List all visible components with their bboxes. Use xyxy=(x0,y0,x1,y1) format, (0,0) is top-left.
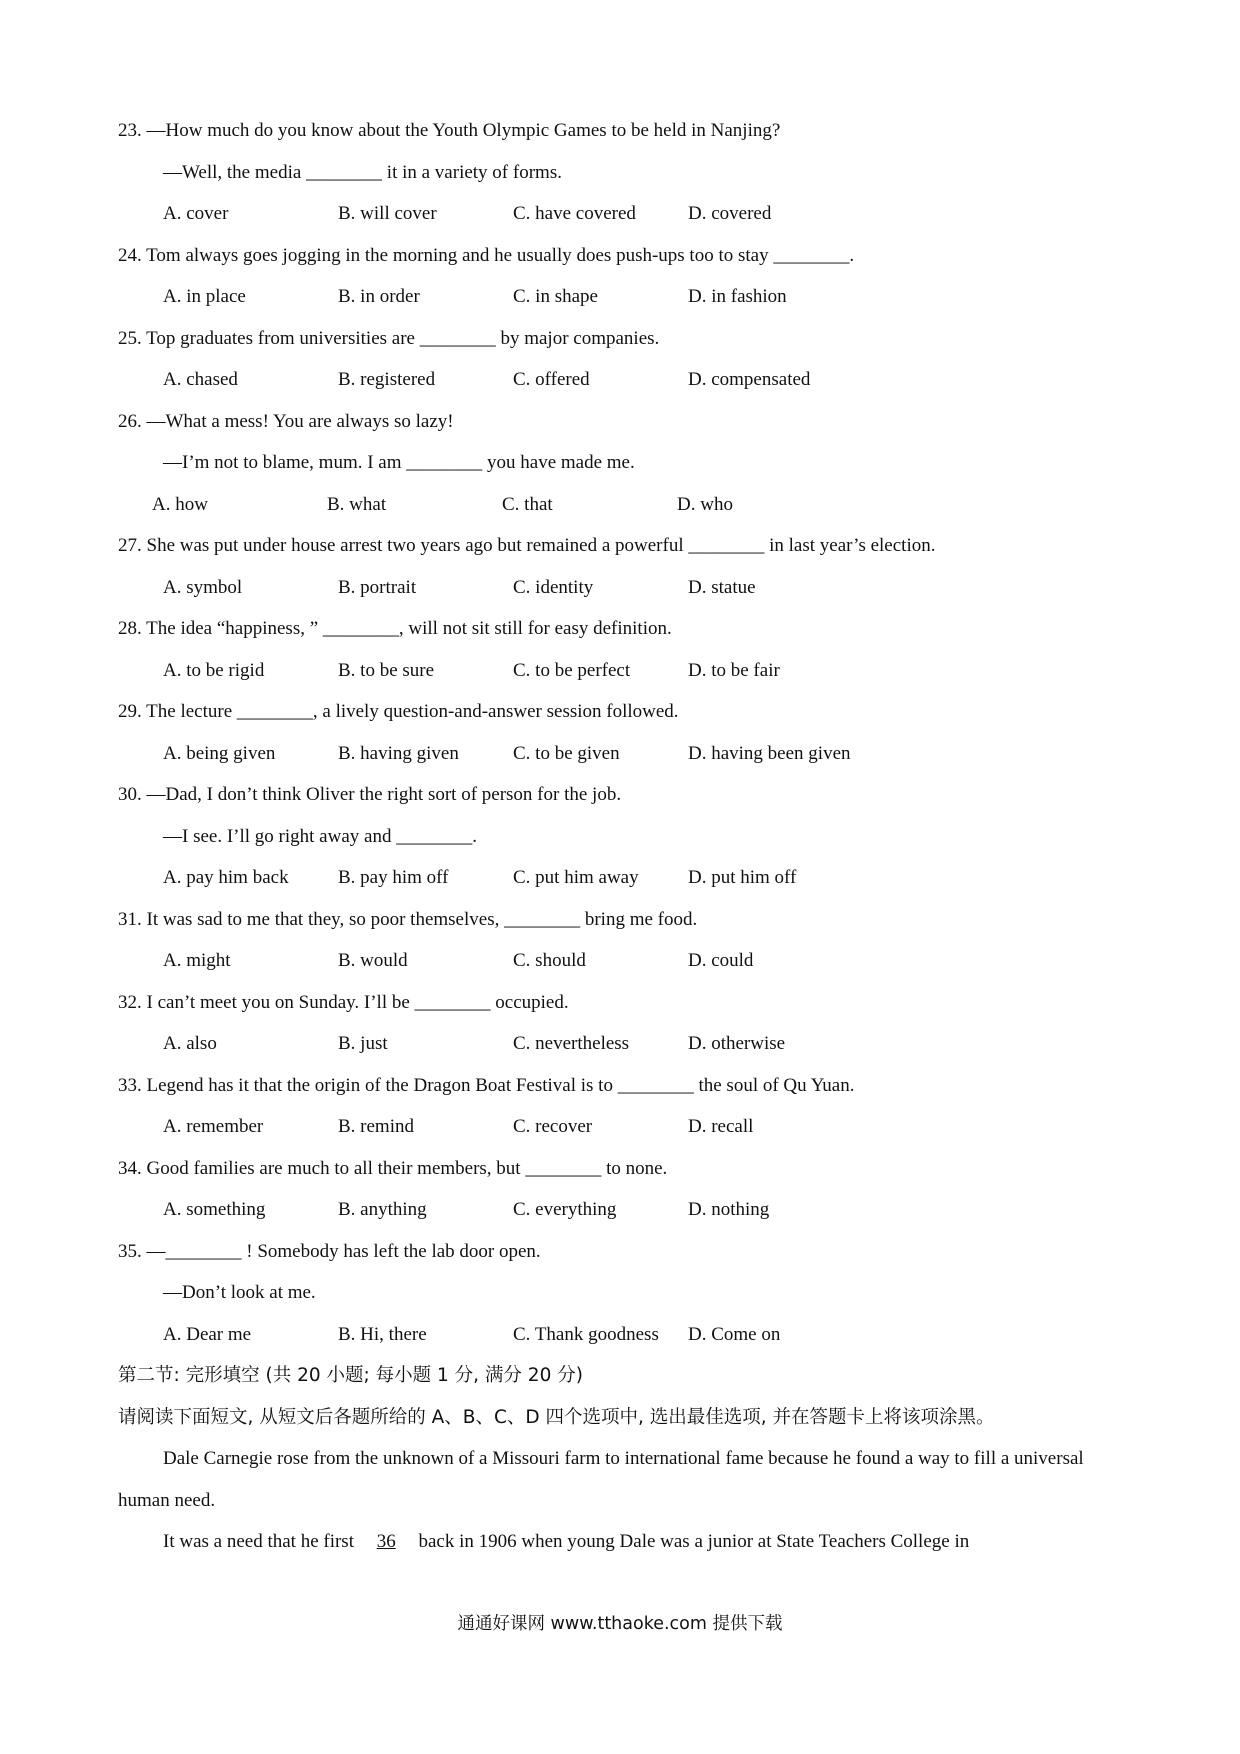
option-d: D. recall xyxy=(688,1116,754,1137)
question-stem: 31. It was sad to me that they, so poor themselves, ________ bring me food. xyxy=(118,908,698,930)
question-dialogue-line: —Don’t look at me. xyxy=(163,1282,316,1303)
option-row xyxy=(118,484,1138,526)
option-row xyxy=(118,650,1138,692)
option-c: C. recover xyxy=(513,1116,593,1137)
question-dialogue-line: —I see. I’ll go right away and ________. xyxy=(163,825,477,847)
option-row xyxy=(118,1314,1138,1356)
option-row xyxy=(118,940,1138,982)
passage-text-after-blank: back in 1906 when young Dale was a junior at State Teachers College in xyxy=(418,1531,970,1552)
option-d: D. statue xyxy=(688,576,756,598)
option-row xyxy=(118,567,1138,609)
option-c: C. to be perfect xyxy=(513,659,631,681)
option-d: D. compensated xyxy=(688,369,811,390)
option-a: A. how xyxy=(152,493,208,515)
option-a: A. pay him back xyxy=(163,867,289,888)
option-c: C. Thank goodness xyxy=(513,1323,659,1345)
option-row xyxy=(118,733,1138,775)
question-item xyxy=(118,899,1138,982)
option-c: C. that xyxy=(502,493,553,515)
option-c: C. have covered xyxy=(513,203,636,224)
option-d: D. nothing xyxy=(688,1199,770,1220)
option-b: B. would xyxy=(338,950,408,971)
option-d: D. Come on xyxy=(688,1323,781,1345)
option-row xyxy=(118,193,1138,235)
section-title: 第二节: 完形填空 (共 20 小题; 每小题 1 分, 满分 20 分) xyxy=(118,1365,583,1386)
option-b: B. pay him off xyxy=(338,867,449,888)
option-c: C. put him away xyxy=(513,867,639,888)
option-d: D. could xyxy=(688,950,754,971)
question-stem: 24. Tom always goes jogging in the morning and he usually does push-ups too to stay ________. xyxy=(118,244,855,266)
option-c: C. identity xyxy=(513,576,594,598)
option-a: A. Dear me xyxy=(163,1323,252,1345)
option-row xyxy=(118,1023,1138,1065)
question-dialogue-line: —Well, the media ________ it in a variety of forms. xyxy=(163,161,562,183)
question-item xyxy=(118,1065,1138,1148)
question-stem: 27. She was put under house arrest two years ago but remained a powerful ________ in last year’s election. xyxy=(118,535,936,556)
question-item xyxy=(118,982,1138,1065)
option-a: A. something xyxy=(163,1199,266,1220)
option-row xyxy=(118,359,1138,401)
option-b: B. what xyxy=(327,493,387,515)
option-c: C. to be given xyxy=(513,742,620,764)
option-d: D. who xyxy=(677,493,733,515)
section-instructions: 请阅读下面短文, 从短文后各题所给的 A、B、C、D 四个选项中, 选出最佳选项, 并在答题卡上将该项涂黑。 xyxy=(118,1406,995,1428)
option-b: B. registered xyxy=(338,369,436,390)
passage-paragraph-1: Dale Carnegie rose from the unknown of a Missouri farm to international fame because he found a way to fill a universal human need. xyxy=(118,1448,1084,1511)
question-stem: 29. The lecture ________, a lively question-and-answer session followed. xyxy=(118,701,679,722)
option-d: D. covered xyxy=(688,203,772,224)
question-stem: 30. —Dad, I don’t think Oliver the right sort of person for the job. xyxy=(118,784,622,805)
page-footer: 通通好课网 www.tthaoke.com 提供下载 xyxy=(457,1614,783,1634)
option-b: B. just xyxy=(338,1033,388,1054)
option-d: D. in fashion xyxy=(688,286,787,307)
option-b: B. will cover xyxy=(338,203,437,224)
option-row xyxy=(118,1189,1138,1231)
question-item xyxy=(118,1231,1138,1356)
option-a: A. might xyxy=(163,950,231,971)
option-c: C. everything xyxy=(513,1199,617,1220)
option-b: B. portrait xyxy=(338,576,417,598)
option-a: A. chased xyxy=(163,369,238,390)
option-b: B. remind xyxy=(338,1116,414,1137)
question-stem: 33. Legend has it that the origin of the Dragon Boat Festival is to ________ the soul of Qu Yuan. xyxy=(118,1074,855,1096)
question-stem: 34. Good families are much to all their members, but ________ to none. xyxy=(118,1157,668,1179)
option-a: A. in place xyxy=(163,286,246,307)
question-item xyxy=(118,608,1138,691)
question-dialogue-line: —I’m not to blame, mum. I am ________ you have made me. xyxy=(163,452,635,473)
option-c: C. in shape xyxy=(513,286,598,307)
option-row xyxy=(118,1106,1138,1148)
passage-paragraph-2 xyxy=(118,1521,1138,1563)
question-stem: 25. Top graduates from universities are ________ by major companies. xyxy=(118,327,660,349)
question-item xyxy=(118,1148,1138,1231)
option-b: B. having given xyxy=(338,742,459,764)
question-item xyxy=(118,401,1138,526)
option-c: C. nevertheless xyxy=(513,1033,630,1054)
option-a: A. being given xyxy=(163,742,276,764)
option-b: B. Hi, there xyxy=(338,1323,427,1345)
question-item xyxy=(118,774,1138,899)
question-stem: 26. —What a mess! You are always so lazy! xyxy=(118,410,454,432)
option-b: B. in order xyxy=(338,286,420,307)
question-stem: 35. —________ ! Somebody has left the lab door open. xyxy=(118,1240,541,1262)
option-c: C. should xyxy=(513,950,586,971)
option-a: A. to be rigid xyxy=(163,659,265,681)
option-row xyxy=(118,276,1138,318)
option-a: A. remember xyxy=(163,1116,264,1137)
question-stem: 23. —How much do you know about the Youth Olympic Games to be held in Nanjing? xyxy=(118,120,781,141)
question-stem: 32. I can’t meet you on Sunday. I’ll be ________ occupied. xyxy=(118,991,569,1013)
question-list xyxy=(118,110,1138,1355)
option-a: A. cover xyxy=(163,203,229,224)
exam-content xyxy=(118,110,1138,1563)
option-a: A. symbol xyxy=(163,576,243,598)
question-item xyxy=(118,691,1138,774)
option-b: B. to be sure xyxy=(338,659,435,681)
question-item xyxy=(118,525,1138,608)
option-d: D. put him off xyxy=(688,867,797,888)
question-item xyxy=(118,235,1138,318)
blank-number: 36 xyxy=(376,1531,396,1552)
question-item xyxy=(118,318,1138,401)
option-d: D. to be fair xyxy=(688,659,780,681)
passage-text-before-blank: It was a need that he first xyxy=(163,1531,354,1552)
option-b: B. anything xyxy=(338,1199,427,1220)
option-d: D. otherwise xyxy=(688,1033,786,1054)
option-row xyxy=(118,857,1138,899)
option-a: A. also xyxy=(163,1033,217,1054)
question-item xyxy=(118,110,1138,235)
option-d: D. having been given xyxy=(688,742,851,764)
option-c: C. offered xyxy=(513,369,590,390)
question-stem: 28. The idea “happiness, ” ________, will not sit still for easy definition. xyxy=(118,618,672,639)
